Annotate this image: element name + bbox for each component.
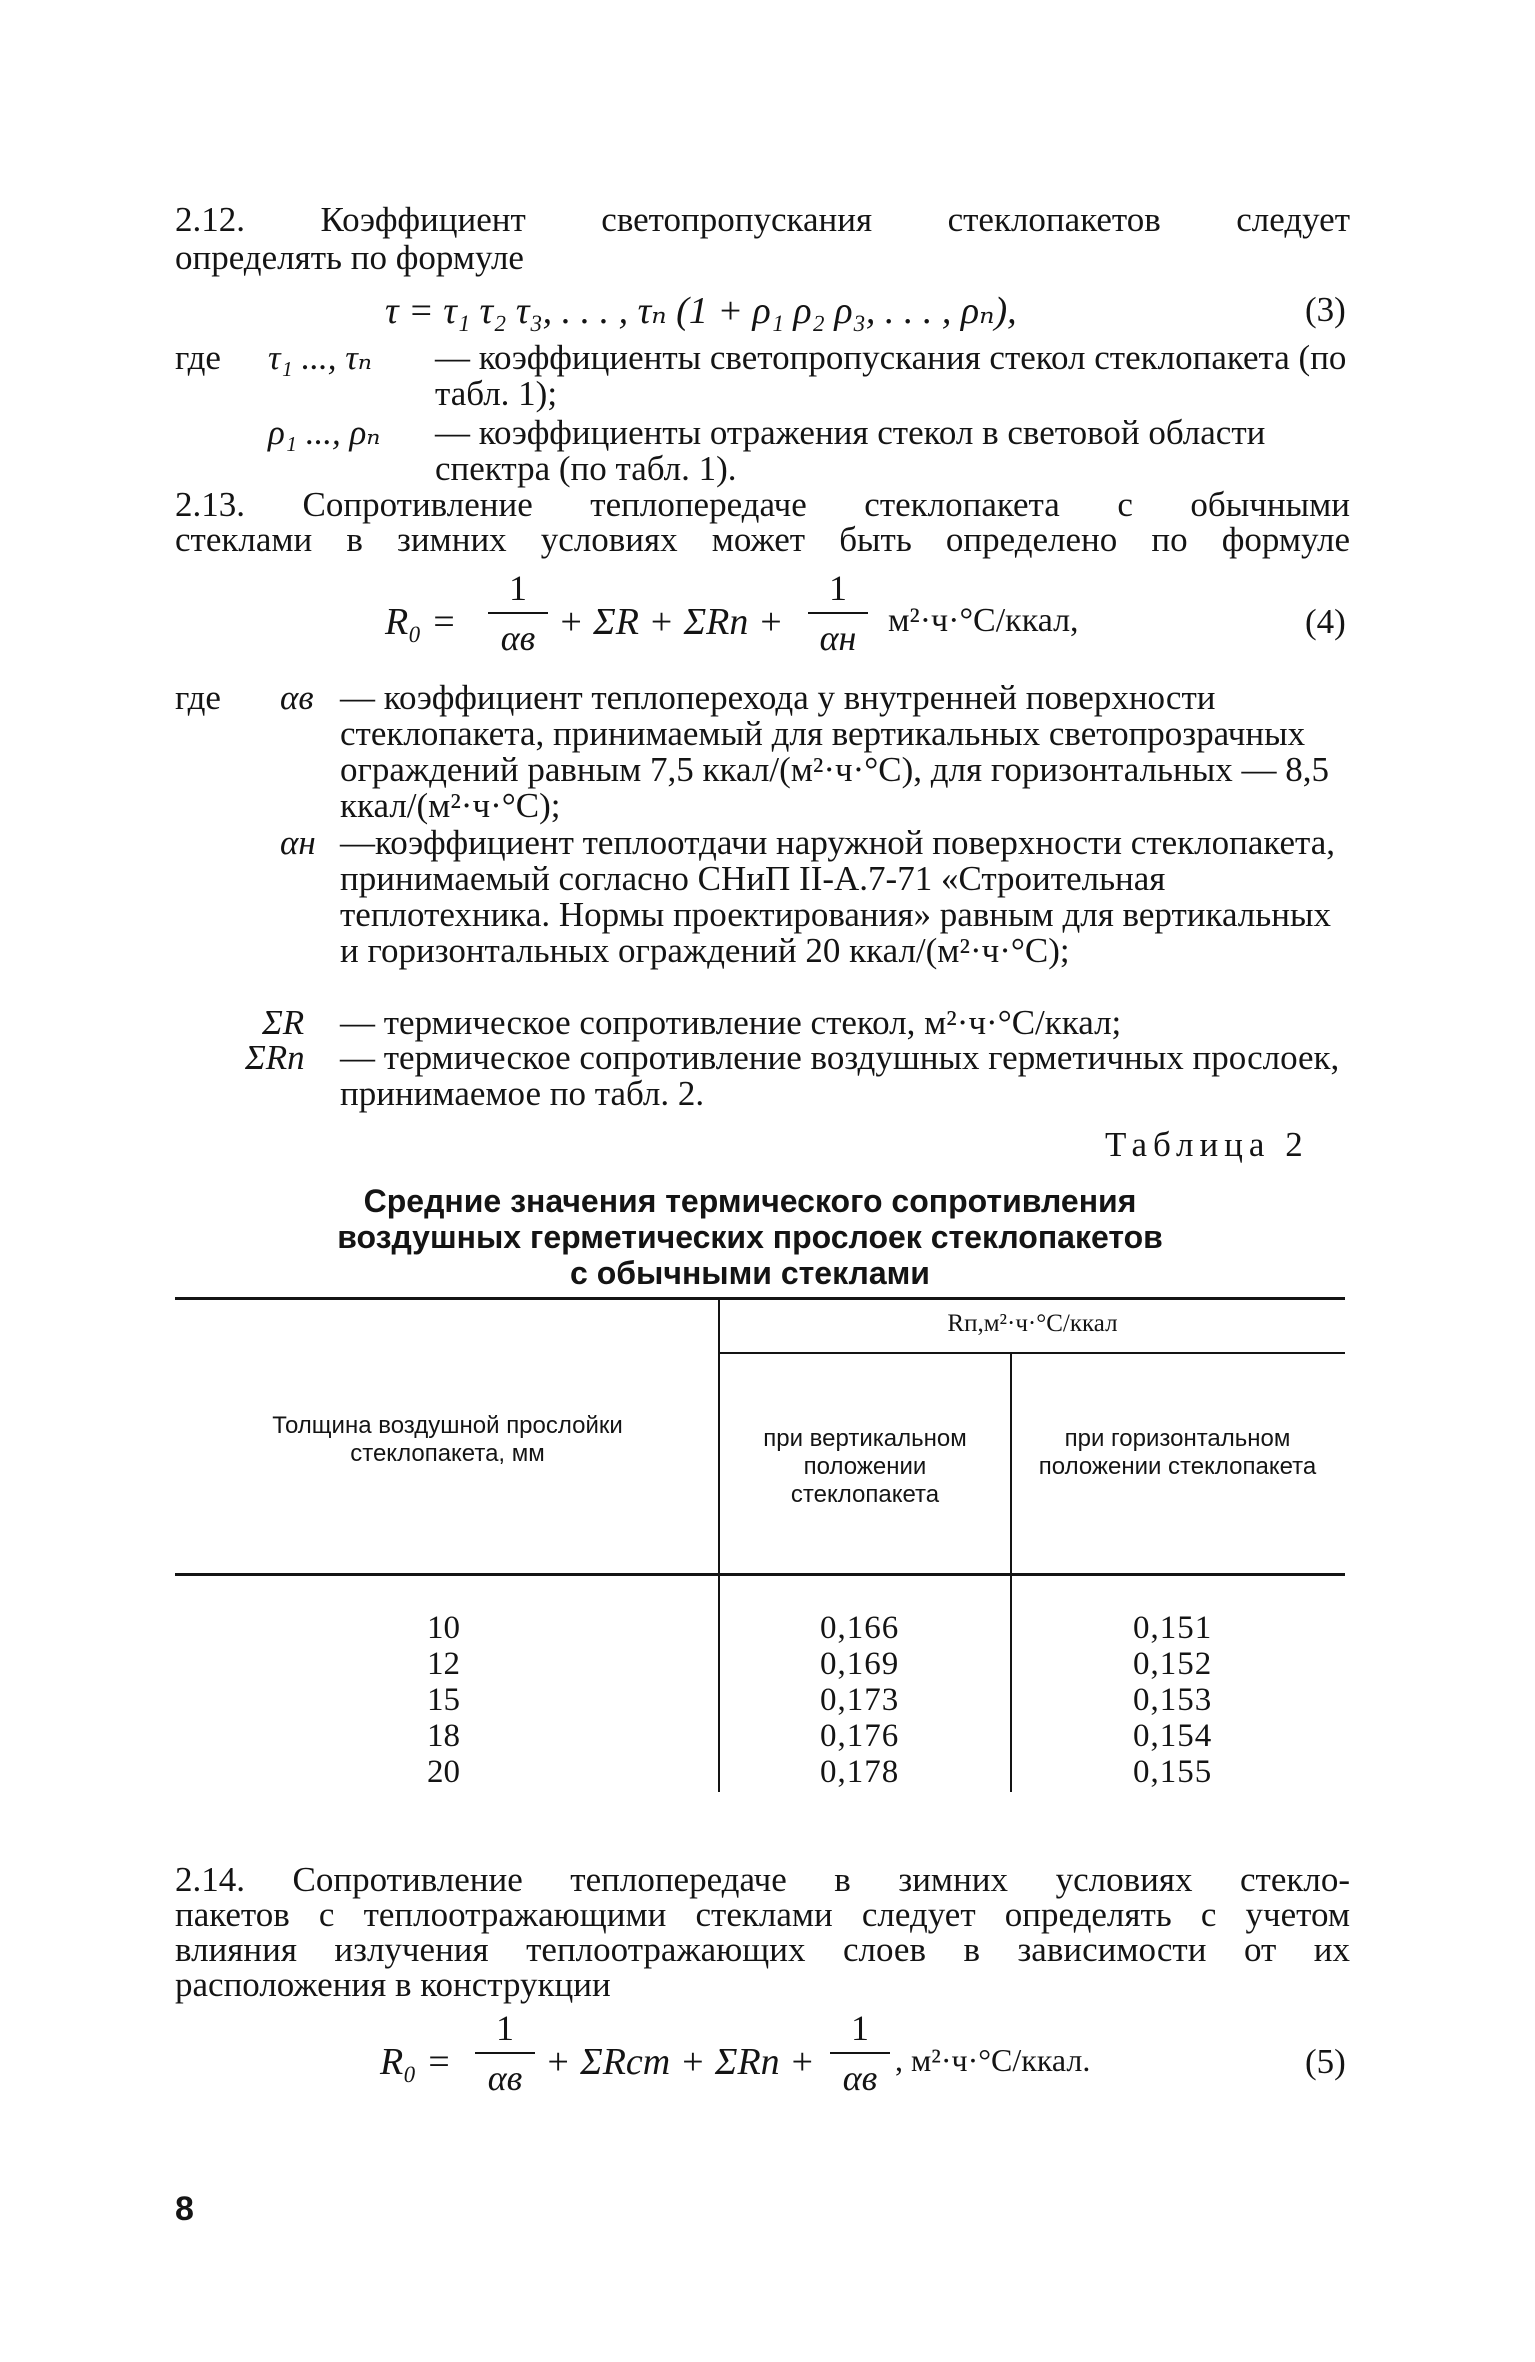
formula-4-number: (4): [1305, 602, 1346, 641]
def-alpha-v-text: — коэффициент теплоперехода у внутренней поверхности стеклопакета, принимаемый для вертикальных светопрозрачных ограждений равным 7,5 ккал/(м²·ч·°С), для горизонтальных — 8,5 ккал/(м²·ч·°С);: [340, 678, 1329, 825]
table-cell: 0,152: [1133, 1646, 1213, 1682]
table-cell: 18: [427, 1718, 460, 1754]
paragraph-2-14-line-1: 2.14. Сопротивление теплопередаче в зимних условиях стекло-: [175, 1860, 1350, 1899]
def-sum-rn-symbol: ΣRп: [245, 1038, 305, 1077]
table-col-horizontal: [1133, 1610, 1212, 1790]
formula-5-frac-2: 1 αв: [830, 2008, 890, 2098]
def-alpha-n-symbol: αн: [280, 823, 316, 862]
table-cell: 10: [427, 1610, 460, 1646]
paragraph-2-14-line-3: влияния излучения теплоотражающих слоев в зависимости от их: [175, 1930, 1350, 1969]
paragraph-2-14-line-2: пакетов с теплоотражающими стеклами следует определять с учетом: [175, 1895, 1350, 1934]
formula-4-units: м²·ч·°С/ккал,: [888, 602, 1079, 639]
table-header-thickness: Толщина воздушной прослойки стеклопакета, мм: [272, 1412, 623, 1467]
table-header-bottom-rule: [175, 1573, 1345, 1576]
def-rho-symbol: ρ₁ ..., ρₙ: [268, 413, 381, 452]
def-sum-rn-text: — термическое сопротивление воздушных герметичных прослоек, принимаемое по табл. 2.: [340, 1038, 1340, 1113]
def-alpha-v-symbol: αв: [280, 678, 314, 717]
table-cell: 0,173: [820, 1682, 900, 1718]
formula-4-frac-1: 1 αв: [488, 568, 548, 658]
table-cell: 0,154: [1133, 1718, 1213, 1754]
formula-4-lhs: R₀ =: [385, 601, 457, 643]
formula-5-lhs: R₀ =: [380, 2041, 452, 2083]
table-cell: 0,169: [820, 1646, 900, 1682]
paragraph-2-14-line-4: расположения в конструкции: [175, 1965, 611, 2004]
table-header-vertical: при вертикальном положении стеклопакета: [763, 1425, 967, 1508]
paragraph-2-12-line-2: определять по формуле: [175, 238, 524, 277]
table-cell: 0,155: [1133, 1754, 1213, 1790]
table-vline-2: [1010, 1354, 1012, 1792]
def-tau-text: — коэффициенты светопропускания стекол стеклопакета (по табл. 1);: [435, 338, 1347, 413]
table-cell: 0,151: [1133, 1610, 1213, 1646]
where-label-2: где: [175, 678, 221, 717]
table-caption-2: воздушных герметических прослоек стеклопакетов: [337, 1219, 1163, 1255]
table-cell: 20: [427, 1754, 460, 1790]
formula-5-middle: + ΣRст + ΣRп +: [545, 2041, 815, 2083]
table-cell: 12: [427, 1646, 460, 1682]
formula-4-frac-2: 1 αн: [808, 568, 868, 658]
table-label: Таблица 2: [1105, 1125, 1309, 1164]
paragraph-2-13-line-2: стеклами в зимних условиях может быть определено по формуле: [175, 520, 1350, 559]
table-cell: 0,176: [820, 1718, 900, 1754]
table-header-horizontal: при горизонтальном положении стеклопакета: [1038, 1425, 1317, 1480]
table-header-rn: Rп,м²·ч·°С/ккал: [947, 1310, 1118, 1337]
table-col-vertical: [820, 1610, 899, 1790]
formula-3: τ = τ₁ τ₂ τ₃, . . . , τₙ (1 + ρ₁ ρ₂ ρ₃, . . . , ρₙ),: [385, 290, 1017, 332]
def-sum-r-symbol: ΣR: [262, 1003, 305, 1042]
table-top-rule: [175, 1297, 1345, 1300]
table-cell: 0,178: [820, 1754, 900, 1790]
formula-5-frac-1: 1 αв: [475, 2008, 535, 2098]
formula-3-number: (3): [1305, 290, 1346, 329]
table-subheader-rule: [718, 1352, 1345, 1354]
formula-5-number: (5): [1305, 2042, 1346, 2081]
table-caption-3: с обычными стеклами: [570, 1255, 930, 1291]
table-cell: 15: [427, 1682, 460, 1718]
table-cell: 0,153: [1133, 1682, 1213, 1718]
table-vline-1: [718, 1300, 720, 1792]
page-number: 8: [175, 2190, 194, 2228]
def-tau-symbol: τ₁ ..., τₙ: [268, 338, 372, 377]
paragraph-2-13-line-1: 2.13. Сопротивление теплопередаче стеклопакета с обычными: [175, 485, 1350, 524]
table-caption-1: Средние значения термического сопротивления: [363, 1183, 1137, 1219]
def-alpha-n-text: —коэффициент теплоотдачи наружной поверхности стеклопакета, принимаемый согласно СНиП II-А.7-71 «Строительная теплотехника. Нормы проектирования» равным для вертикальных и горизонтальных ограждений 20 ккал/(м²·ч·°С);: [340, 823, 1336, 970]
table-col-thickness: [410, 1610, 460, 1790]
formula-5-units: , м²·ч·°С/ккал.: [895, 2042, 1091, 2078]
def-sum-r-text: — термическое сопротивление стекол, м²·ч·°С/ккал;: [340, 1003, 1122, 1042]
table-cell: 0,166: [820, 1610, 900, 1646]
where-label-1: где: [175, 338, 221, 377]
formula-4-middle: + ΣR + ΣRп +: [558, 601, 784, 643]
def-rho-text: — коэффициенты отражения стекол в световой области спектра (по табл. 1).: [435, 413, 1266, 488]
paragraph-2-12-line-1: 2.12. Коэффициент светопропускания стеклопакетов следует: [175, 200, 1350, 239]
